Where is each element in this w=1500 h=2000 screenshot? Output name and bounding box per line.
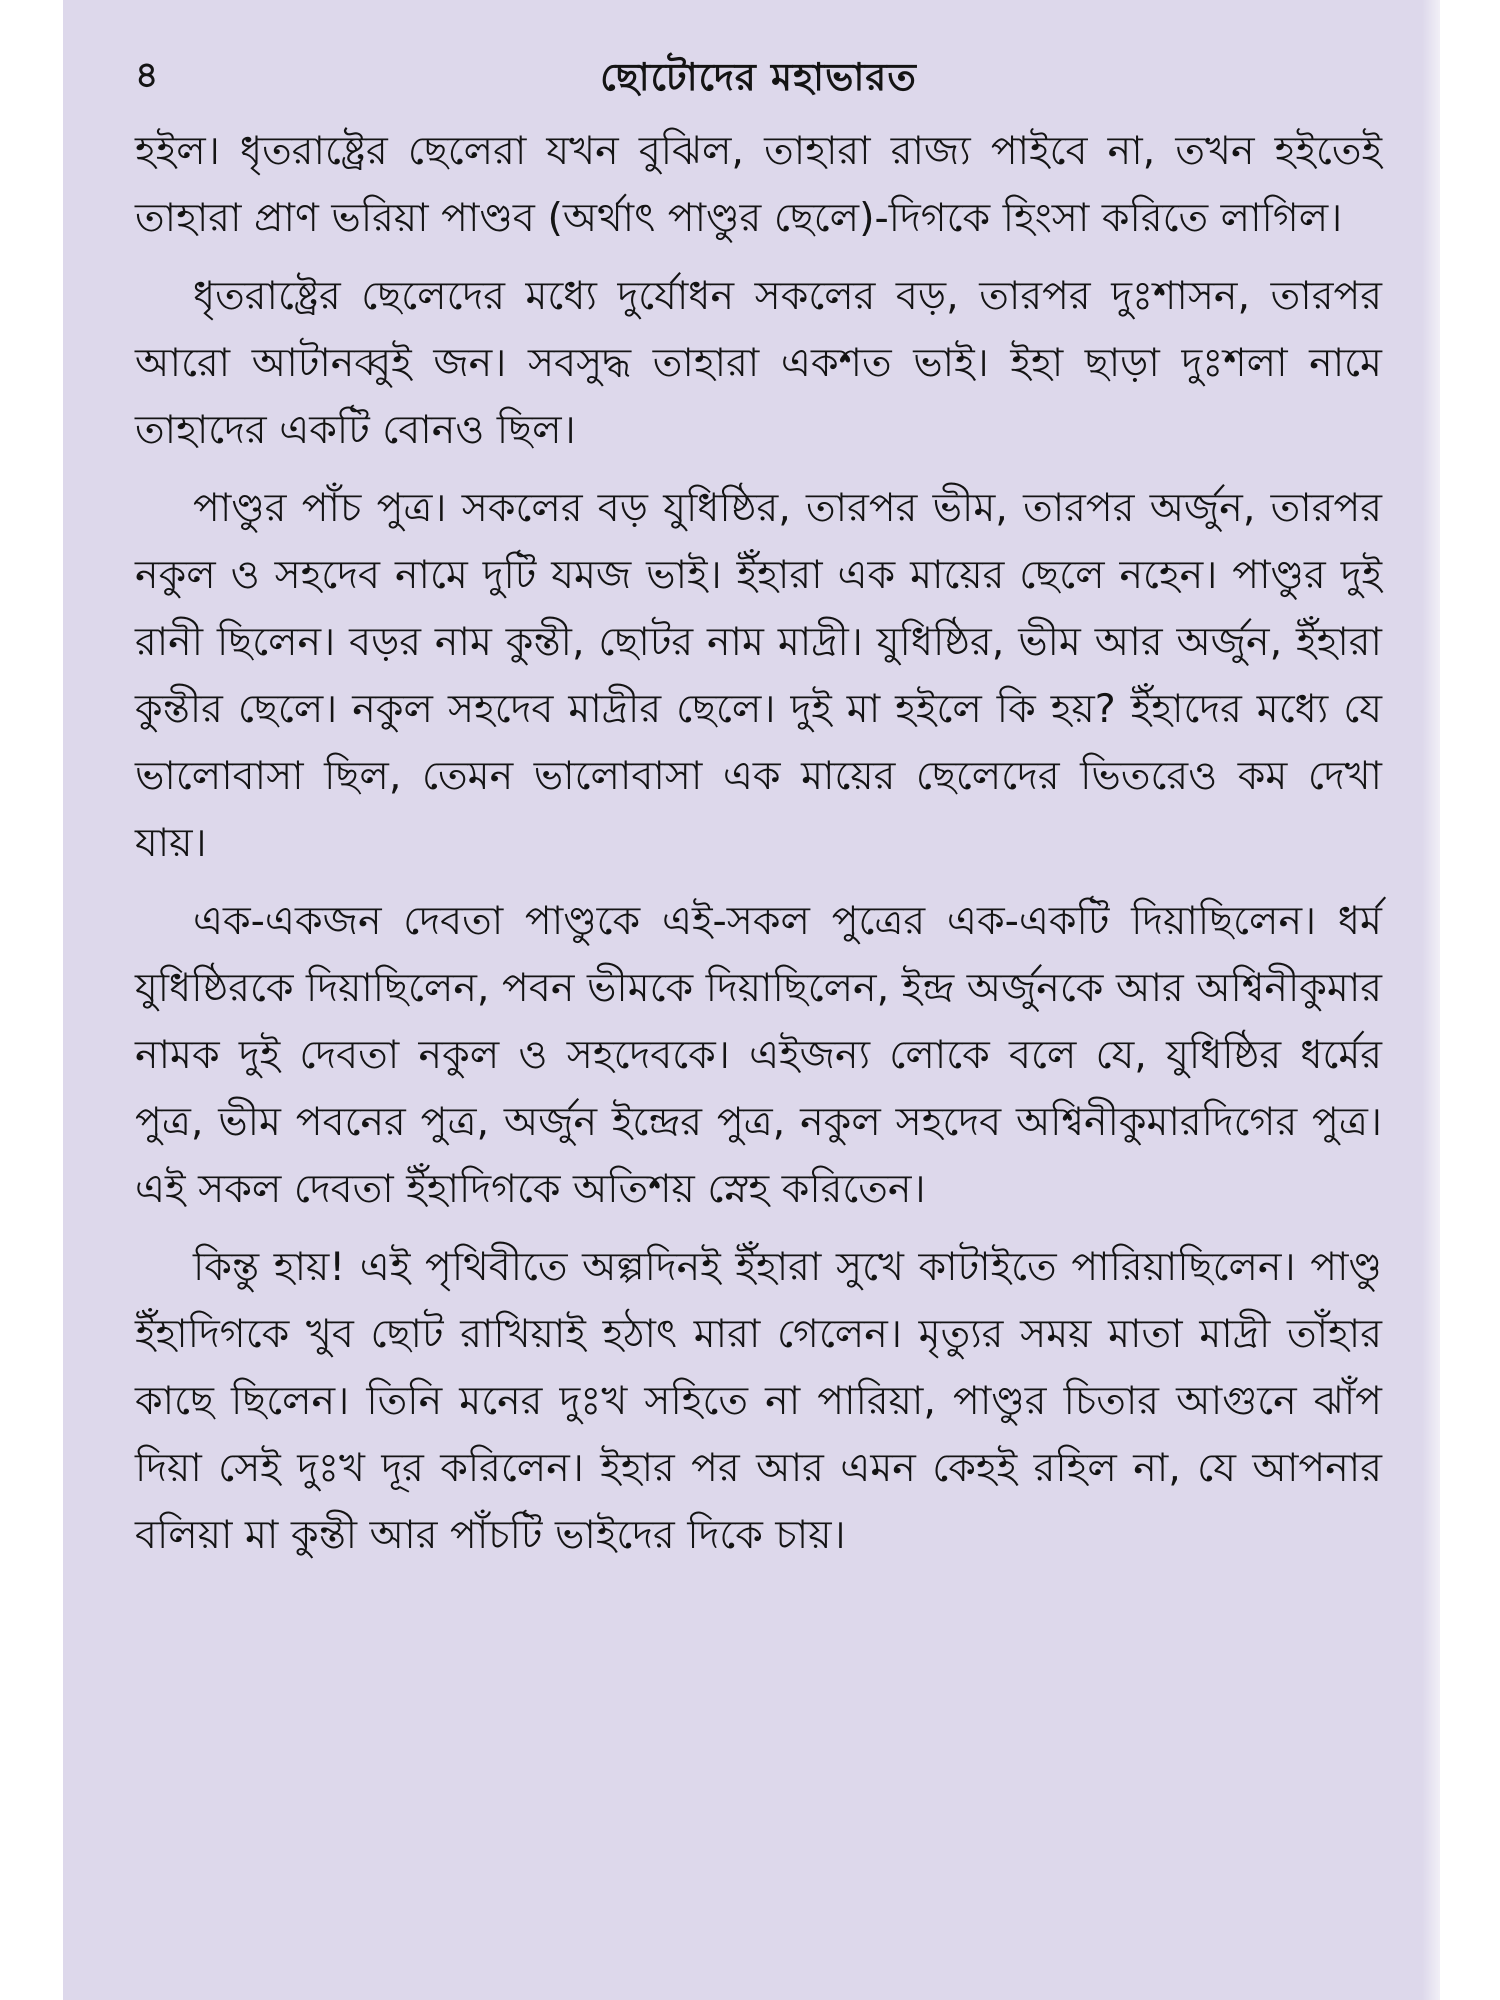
- paragraph-2: ধৃতরাষ্ট্রের ছেলেদের মধ্যে দুর্যোধন সকলের বড়, তারপর দুঃশাসন, তারপর আরো আটানব্বুই জন। সবসুদ্ধ তাহারা একশত ভাই। ইহা ছাড়া দুঃশলা নামে তাহাদের একটি বোনও ছিল।: [135, 273, 1382, 453]
- paragraph-1: হইল। ধৃতরাষ্ট্রের ছেলেরা যখন বুঝিল, তাহারা রাজ্য পাইবে না, তখন হইতেই তাহারা প্রাণ ভরিয়া পাণ্ডব (অর্থাৎ পাণ্ডুর ছেলে)-দিগকে হিংসা করিতে লাগিল।: [135, 128, 1382, 241]
- book-page: [63, 0, 1440, 2000]
- paragraph-4: এক-একজন দেবতা পাণ্ডুকে এই-সকল পুত্রের এক-একটি দিয়াছিলেন। ধর্ম যুধিষ্ঠিরকে দিয়াছিলেন, পবন ভীমকে দিয়াছিলেন, ইন্দ্র অর্জুনকে আর অশ্বিনীকুমার নামক দুই দেবতা নকুল ও সহদেবকে। এইজন্য লোকে বলে যে, যুধিষ্ঠির ধর্মের পুত্র, ভীম পবনের পুত্র, অর্জুন ইন্দ্রের পুত্র, নকুল সহদেব অশ্বিনীকুমারদিগের পুত্র। এই সকল দেবতা ইঁহাদিগকে অতিশয় স্নেহ করিতেন।: [135, 898, 1382, 1212]
- page-number: ৪: [135, 54, 159, 96]
- paragraph-5: কিন্তু হায়! এই পৃথিবীতে অল্পদিনই ইঁহারা সুখে কাটাইতে পারিয়াছিলেন। পাণ্ডু ইঁহাদিগকে খুব ছোট রাখিয়াই হঠাৎ মারা গেলেন। মৃত্যুর সময় মাতা মাদ্রী তাঁহার কাছে ছিলেন। তিনি মনের দুঃখ সহিতে না পারিয়া, পাণ্ডুর চিতার আগুনে ঝাঁপ দিয়া সেই দুঃখ দূর করিলেন। ইহার পর আর এমন কেহই রহিল না, যে আপনার বলিয়া মা কুন্তী আর পাঁচটি ভাইদের দিকে চায়।: [135, 1244, 1382, 1558]
- paragraph-3: পাণ্ডুর পাঁচ পুত্র। সকলের বড় যুধিষ্ঠির, তারপর ভীম, তারপর অর্জুন, তারপর নকুল ও সহদেব নামে দুটি যমজ ভাই। ইঁহারা এক মায়ের ছেলে নহেন। পাণ্ডুর দুই রানী ছিলেন। বড়র নাম কুন্তী, ছোটর নাম মাদ্রী। যুধিষ্ঠির, ভীম আর অর্জুন, ইঁহারা কুন্তীর ছেলে। নকুল সহদেব মাদ্রীর ছেলে। দুই মা হইলে কি হয়? ইঁহাদের মধ্যে যে ভালোবাসা ছিল, তেমন ভালোবাসা এক মায়ের ছেলেদের ভিতরেও কম দেখা যায়।: [135, 485, 1382, 866]
- running-title: ছোটোদের মহাভারত: [600, 55, 917, 99]
- page-header: [135, 48, 1382, 118]
- page-body: [135, 118, 1382, 1569]
